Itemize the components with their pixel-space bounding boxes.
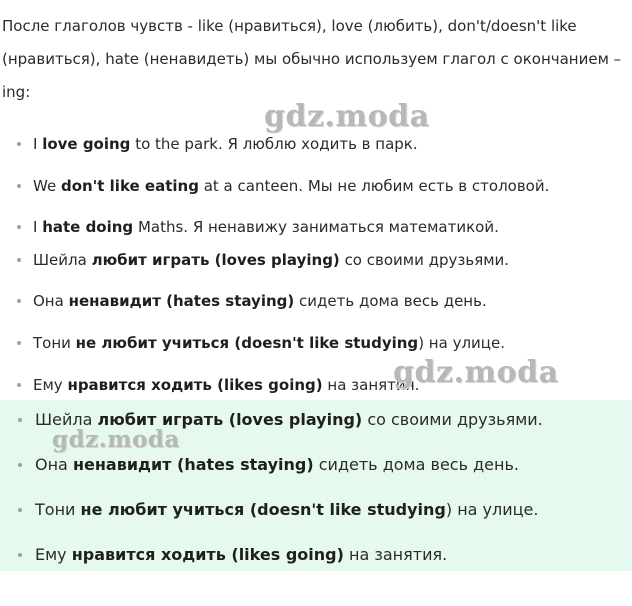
- item-text: Шейла: [33, 251, 92, 269]
- item-text: на занятия.: [343, 545, 448, 564]
- item-text: на занятия.: [322, 376, 420, 394]
- item-text: сидеть дома весь день.: [313, 455, 519, 474]
- item-text: at a canteen. Мы не любим есть в столовой.: [198, 177, 550, 195]
- item-text: Она: [33, 292, 69, 310]
- item-bold: нравится ходить (likes going): [67, 376, 323, 394]
- item-text: We: [33, 177, 61, 195]
- bullet-icon: [17, 142, 21, 146]
- item-text: Тони: [35, 500, 81, 519]
- item-text: сидеть дома весь день.: [294, 292, 487, 310]
- item-text: со своими друзьями.: [362, 410, 543, 429]
- item-text: Maths. Я ненавижу заниматься математикой.: [133, 218, 499, 236]
- item-bold: don't like eating: [60, 177, 199, 195]
- item-bold: нравится ходить (likes going): [71, 545, 344, 564]
- watermark: gdz.moda: [393, 355, 559, 390]
- bullet-icon: [17, 184, 21, 188]
- item-bold: love going: [42, 135, 131, 153]
- item-text: ) на улице.: [445, 500, 539, 519]
- bullet-icon: [17, 383, 21, 387]
- bullet-icon: [18, 508, 22, 512]
- bullet-icon: [17, 341, 21, 345]
- item-bold: не любит учиться (doesn't like studying: [80, 500, 446, 519]
- watermark: gdz.moda: [264, 99, 430, 134]
- item-bold: hate doing: [42, 218, 134, 236]
- item-text: ) на улице.: [418, 334, 505, 352]
- intro-paragraph: После глаголов чувств - like (нравиться), love (любить), don't/doesn't like (нравиться), hate (ненавидеть) мы обычно используем глагол с окончанием –ing:: [2, 17, 622, 101]
- bullet-icon: [18, 463, 22, 467]
- item-text: I: [33, 135, 43, 153]
- item-bold: любит играть (loves playing): [91, 251, 340, 269]
- item-bold: ненавидит (hates staying): [68, 292, 295, 310]
- item-bold: не любит учиться (doesn't like studying: [75, 334, 419, 352]
- item-text: Шейла: [35, 410, 98, 429]
- item-text: I: [33, 218, 43, 236]
- bullet-icon: [18, 418, 22, 422]
- bullet-icon: [17, 299, 21, 303]
- item-text: Ему: [35, 545, 72, 564]
- item-text: Тони: [33, 334, 76, 352]
- item-text: to the park. Я люблю ходить в парк.: [130, 135, 418, 153]
- item-bold: ненавидит (hates staying): [72, 455, 314, 474]
- bullet-icon: [17, 258, 21, 262]
- bullet-icon: [17, 225, 21, 229]
- bullet-icon: [18, 553, 22, 557]
- item-text: со своими друзьями.: [339, 251, 510, 269]
- item-bold: любит играть (loves playing): [97, 410, 363, 429]
- watermark: gdz.moda: [52, 426, 180, 453]
- item-text: Ему: [33, 376, 68, 394]
- item-text: Она: [35, 455, 73, 474]
